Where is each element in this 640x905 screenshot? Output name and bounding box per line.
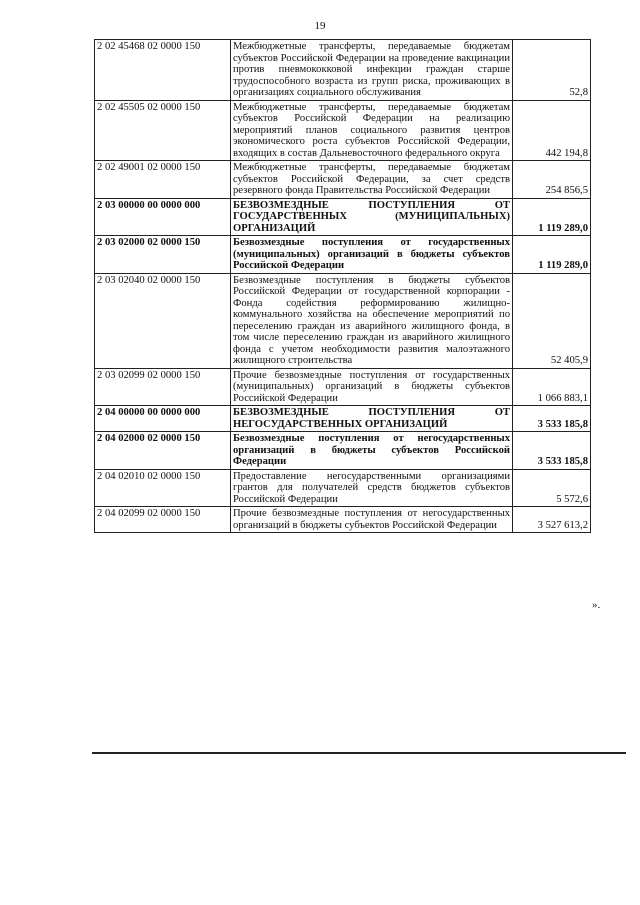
budget-code-cell: 2 02 45468 02 0000 150 bbox=[95, 40, 231, 101]
table-row bbox=[95, 507, 591, 533]
amount-cell: 5 572,6 bbox=[513, 469, 591, 507]
table-row bbox=[95, 368, 591, 406]
amount-cell: 1 066 883,1 bbox=[513, 368, 591, 406]
amount-cell: 52,8 bbox=[513, 40, 591, 101]
amount-cell: 3 533 185,8 bbox=[513, 406, 591, 432]
amount-cell: 1 119 289,0 bbox=[513, 198, 591, 236]
table-row bbox=[95, 469, 591, 507]
description-cell: Предоставление негосударственными организациями грантов для получателей средств бюджетов субъектов Российской Федерации bbox=[231, 469, 513, 507]
description-cell: Безвозмездные поступления в бюджеты субъектов Российской Федерации от государственной корпорации - Фонда содействия реформированию жилищно-коммунального хозяйства на обеспечение мероприятий по переселению граждан из аварийного жилищного фонда, в том числе переселению граждан из аварийного жилищного фонда с учетом необходимости развития малоэтажного жилищного строительства bbox=[231, 273, 513, 368]
budget-code-cell: 2 03 00000 00 0000 000 bbox=[95, 198, 231, 236]
budget-code-cell: 2 03 02000 02 0000 150 bbox=[95, 236, 231, 274]
description-cell: Безвозмездные поступления от негосударственных организаций в бюджеты субъектов Российской Федерации bbox=[231, 432, 513, 470]
description-cell: Прочие безвозмездные поступления от негосударственных организаций в бюджеты субъектов Российской Федерации bbox=[231, 507, 513, 533]
budget-code-cell: 2 04 02000 02 0000 150 bbox=[95, 432, 231, 470]
description-cell: БЕЗВОЗМЕЗДНЫЕ ПОСТУПЛЕНИЯ ОТ ГОСУДАРСТВЕННЫХ (МУНИЦИПАЛЬНЫХ) ОРГАНИЗАЦИЙ bbox=[231, 198, 513, 236]
bottom-divider-line bbox=[92, 752, 626, 754]
table-row-section-header bbox=[95, 406, 591, 432]
budget-code-cell: 2 02 45505 02 0000 150 bbox=[95, 100, 231, 161]
table-row bbox=[95, 100, 591, 161]
budget-code-cell: 2 03 02040 02 0000 150 bbox=[95, 273, 231, 368]
table-row bbox=[95, 161, 591, 199]
amount-cell: 442 194,8 bbox=[513, 100, 591, 161]
table-row bbox=[95, 273, 591, 368]
amount-cell: 3 527 613,2 bbox=[513, 507, 591, 533]
amount-cell: 3 533 185,8 bbox=[513, 432, 591, 470]
budget-code-cell: 2 02 49001 02 0000 150 bbox=[95, 161, 231, 199]
closing-quote-mark: ». bbox=[592, 599, 601, 611]
description-cell: Безвозмездные поступления от государственных (муниципальных) организаций в бюджеты субъектов Российской Федерации bbox=[231, 236, 513, 274]
budget-code-cell: 2 04 00000 00 0000 000 bbox=[95, 406, 231, 432]
table-row-section-header bbox=[95, 198, 591, 236]
page-number: 19 bbox=[314, 20, 326, 32]
budget-code-cell: 2 03 02099 02 0000 150 bbox=[95, 368, 231, 406]
description-cell: БЕЗВОЗМЕЗДНЫЕ ПОСТУПЛЕНИЯ ОТ НЕГОСУДАРСТВЕННЫХ ОРГАНИЗАЦИЙ bbox=[231, 406, 513, 432]
budget-code-cell: 2 04 02010 02 0000 150 bbox=[95, 469, 231, 507]
table-row-subsection-header bbox=[95, 432, 591, 470]
table-row-subsection-header bbox=[95, 236, 591, 274]
amount-cell: 1 119 289,0 bbox=[513, 236, 591, 274]
table-row bbox=[95, 40, 591, 101]
description-cell: Межбюджетные трансферты, передаваемые бюджетам субъектов Российской Федерации, за счет средств резервного фонда Правительства Российской Федерации bbox=[231, 161, 513, 199]
budget-code-cell: 2 04 02099 02 0000 150 bbox=[95, 507, 231, 533]
amount-cell: 254 856,5 bbox=[513, 161, 591, 199]
description-cell: Прочие безвозмездные поступления от государственных (муниципальных) организаций в бюджеты субъектов Российской Федерации bbox=[231, 368, 513, 406]
table-body bbox=[95, 40, 591, 533]
description-cell: Межбюджетные трансферты, передаваемые бюджетам субъектов Российской Федерации на проведение вакцинации против пневмококковой инфекции граждан старше трудоспособного возраста из групп риска, проживающих в организациях социального обслуживания bbox=[231, 40, 513, 101]
amount-cell: 52 405,9 bbox=[513, 273, 591, 368]
description-cell: Межбюджетные трансферты, передаваемые бюджетам субъектов Российской Федерации на реализацию мероприятий планов социального развития центров экономического роста субъектов Российской Федерации, входящих в состав Дальневосточного федерального округа bbox=[231, 100, 513, 161]
budget-revenue-table bbox=[94, 39, 591, 533]
